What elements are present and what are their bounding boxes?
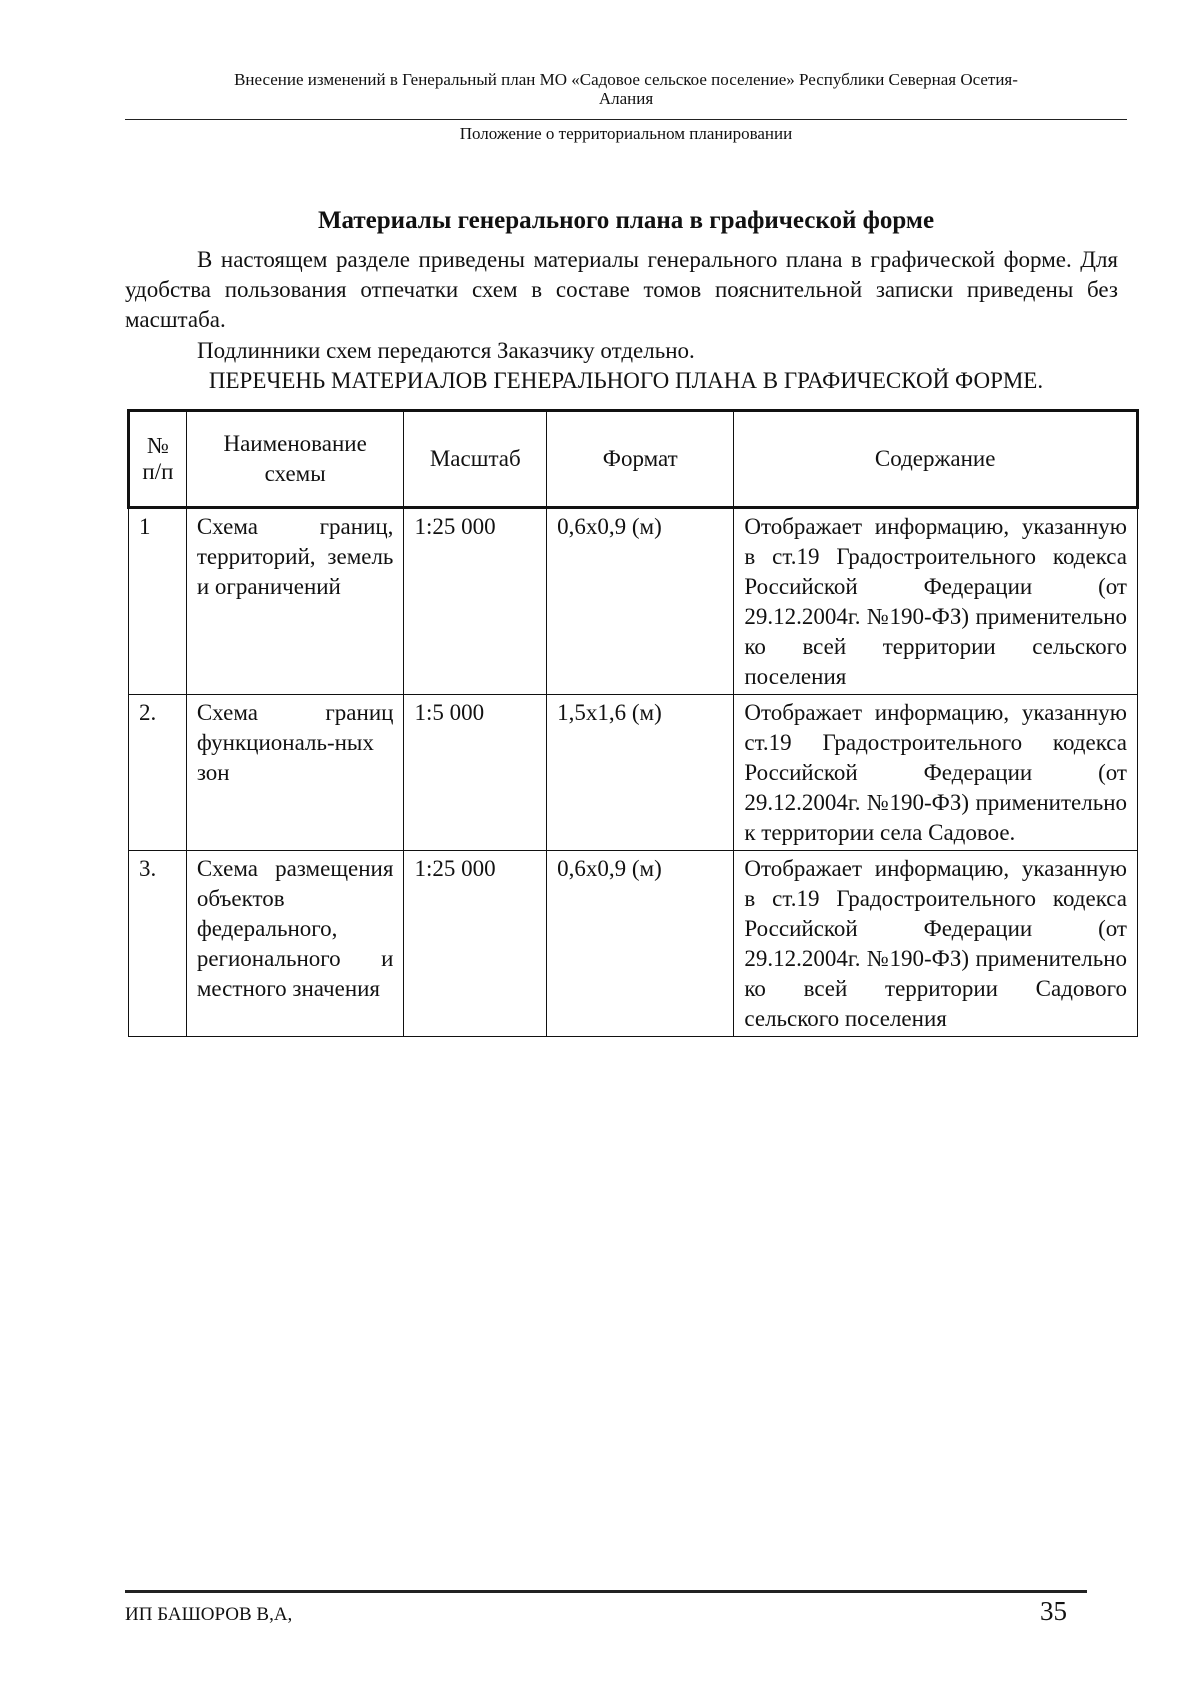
list-title: ПЕРЕЧЕНЬ МАТЕРИАЛОВ ГЕНЕРАЛЬНОГО ПЛАНА В ГРАФИЧЕСКОЙ ФОРМЕ. xyxy=(208,368,1044,393)
cell-num: 2. xyxy=(129,695,187,851)
header-divider xyxy=(125,119,1127,120)
cell-num: 1 xyxy=(129,508,187,695)
page-title: Материалы генерального плана в графической форме xyxy=(317,207,935,234)
cell-name: Схема границ, территорий, земель и ограничений xyxy=(186,508,404,695)
header-format: Формат xyxy=(547,411,734,508)
cell-scale: 1:5 000 xyxy=(404,695,547,851)
cell-format: 0,6х0,9 (м) xyxy=(547,508,734,695)
cell-scale: 1:25 000 xyxy=(404,851,547,1037)
header-num-bottom: п/п xyxy=(142,459,174,484)
originals-paragraph: Подлинники схем передаются Заказчику отдельно. xyxy=(197,338,695,363)
intro-paragraph: В настоящем разделе приведены материалы генерального плана в графической форме. Для удобства пользования отпечатки схем в составе томов пояснительной записки приведены без масштаба. xyxy=(125,247,1118,332)
cell-num: 3. xyxy=(129,851,187,1037)
table-header-row xyxy=(129,411,1138,508)
table-row xyxy=(129,851,1138,1037)
header-num xyxy=(129,411,187,508)
document-header xyxy=(125,70,1127,108)
table-row xyxy=(129,695,1138,851)
header-content: Содержание xyxy=(734,411,1138,508)
header-name: Наименование схемы xyxy=(186,411,404,508)
page-number: 35 xyxy=(1040,1596,1067,1626)
table-row xyxy=(129,508,1138,695)
cell-format: 1,5х1,6 (м) xyxy=(547,695,734,851)
materials-table xyxy=(127,409,1139,1037)
cell-content: Отображает информацию, указанную ст.19 Градостроительного кодекса Российской Федерации (от 29.12.2004г. №190-ФЗ) применительно к территории села Садовое. xyxy=(734,695,1138,851)
header-line-2: Алания xyxy=(598,89,654,108)
cell-content: Отображает информацию, указанную в ст.19 Градостроительного кодекса Российской Федерации (от 29.12.2004г. №190-ФЗ) применительно ко всей территории Садового сельского поселения xyxy=(734,851,1138,1037)
cell-name: Схема границ функциональ-ных зон xyxy=(186,695,404,851)
cell-name: Схема размещения объектов федерального, регионального и местного значения xyxy=(186,851,404,1037)
footer-divider xyxy=(125,1590,1087,1593)
header-num-top: № xyxy=(146,433,169,458)
cell-scale: 1:25 000 xyxy=(404,508,547,695)
header-subtitle: Положение о территориальном планировании xyxy=(459,124,793,143)
footer-author: ИП БАШОРОВ В,А, xyxy=(125,1604,293,1625)
cell-content: Отображает информацию, указанную в ст.19 Градостроительного кодекса Российской Федерации (от 29.12.2004г. №190-ФЗ) применительно ко всей территории сельского поселения xyxy=(734,508,1138,695)
header-scale: Масштаб xyxy=(404,411,547,508)
cell-format: 0,6х0,9 (м) xyxy=(547,851,734,1037)
header-line-1: Внесение изменений в Генеральный план МО «Садовое сельское поселение» Республики Северная Осетия- xyxy=(234,70,1018,89)
